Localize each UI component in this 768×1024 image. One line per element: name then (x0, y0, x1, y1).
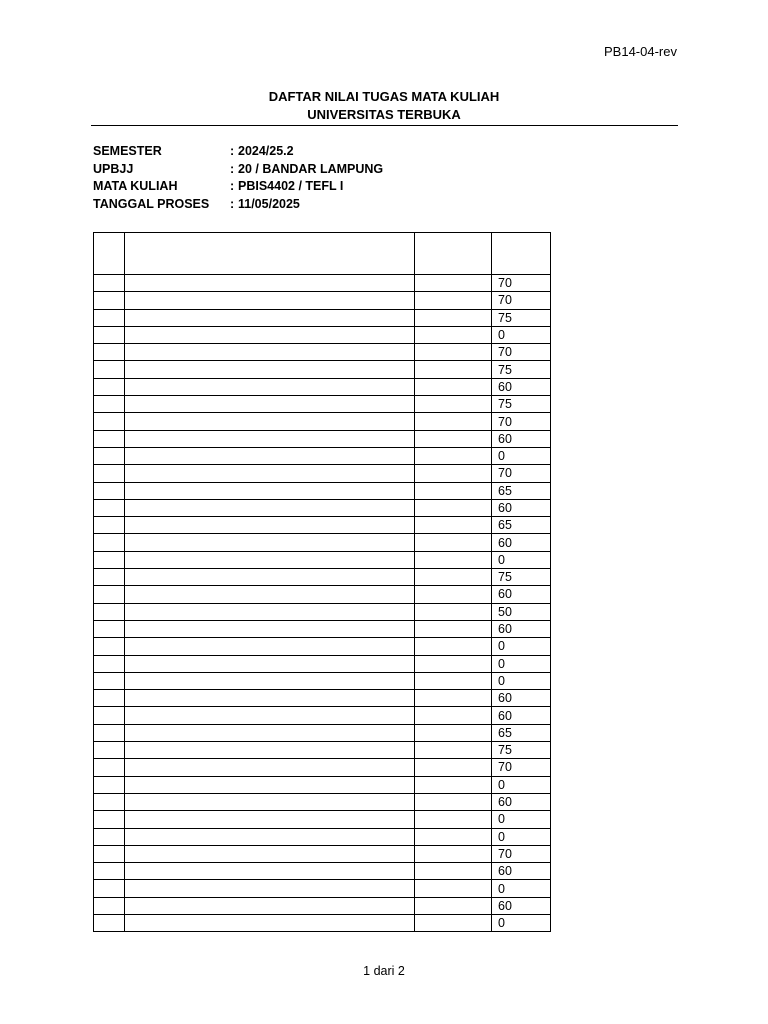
info-label: MATA KULIAH (93, 179, 178, 194)
student-name-cell (125, 759, 415, 776)
row-number-cell (94, 845, 125, 862)
student-name-cell (125, 499, 415, 516)
row-number-cell (94, 586, 125, 603)
student-name-cell (125, 344, 415, 361)
student-id-cell (415, 499, 492, 516)
grade-cell: 60 (492, 586, 551, 603)
info-colon: : (230, 161, 235, 176)
row-number-cell (94, 672, 125, 689)
header-cell-nim (415, 233, 492, 275)
table-row (94, 534, 551, 551)
title-line-1: DAFTAR NILAI TUGAS MATA KULIAH (268, 89, 500, 104)
student-name-cell (125, 776, 415, 793)
row-number-cell (94, 897, 125, 914)
info-row-upbjj (93, 161, 383, 179)
table-row (94, 378, 551, 395)
info-value: 20 / BANDAR LAMPUNG (238, 161, 384, 176)
grade-cell: 70 (492, 759, 551, 776)
student-name-cell (125, 275, 415, 292)
info-colon: : (230, 144, 235, 158)
table-row (94, 344, 551, 361)
table-row (94, 326, 551, 343)
grade-cell: 60 (492, 793, 551, 810)
student-id-cell (415, 690, 492, 707)
row-number-cell (94, 811, 125, 828)
student-name-cell (125, 707, 415, 724)
table-row (94, 863, 551, 880)
grades-table-body (94, 233, 551, 932)
grade-cell: 60 (492, 690, 551, 707)
student-id-cell (415, 638, 492, 655)
table-row (94, 672, 551, 689)
row-number-cell (94, 620, 125, 637)
table-row (94, 396, 551, 413)
document-title (0, 88, 768, 124)
grade-cell: 60 (492, 897, 551, 914)
student-id-cell (415, 586, 492, 603)
student-id-cell (415, 742, 492, 759)
row-number-cell (94, 828, 125, 845)
course-info (93, 143, 383, 214)
table-row (94, 482, 551, 499)
page-number: 1 dari 2 (363, 964, 405, 978)
header-cell-no (94, 233, 125, 275)
student-id-cell (415, 914, 492, 931)
row-number-cell (94, 551, 125, 568)
row-number-cell (94, 430, 125, 447)
student-id-cell (415, 275, 492, 292)
row-number-cell (94, 880, 125, 897)
student-name-cell (125, 465, 415, 482)
grade-cell: 75 (492, 309, 551, 326)
grade-cell: 0 (492, 672, 551, 689)
header-cell-grade (492, 233, 551, 275)
student-name-cell (125, 638, 415, 655)
student-id-cell (415, 776, 492, 793)
student-name-cell (125, 880, 415, 897)
student-id-cell (415, 361, 492, 378)
student-name-cell (125, 551, 415, 568)
grade-cell: 75 (492, 396, 551, 413)
student-name-cell (125, 534, 415, 551)
student-id-cell (415, 344, 492, 361)
grade-cell: 0 (492, 811, 551, 828)
grade-cell: 60 (492, 863, 551, 880)
row-number-cell (94, 275, 125, 292)
student-name-cell (125, 845, 415, 862)
table-row (94, 447, 551, 464)
student-id-cell (415, 620, 492, 637)
table-row (94, 742, 551, 759)
student-name-cell (125, 690, 415, 707)
table-row (94, 897, 551, 914)
student-id-cell (415, 482, 492, 499)
row-number-cell (94, 361, 125, 378)
table-row (94, 880, 551, 897)
student-name-cell (125, 828, 415, 845)
student-id-cell (415, 845, 492, 862)
student-name-cell (125, 413, 415, 430)
student-name-cell (125, 586, 415, 603)
grade-cell: 0 (492, 447, 551, 464)
table-row (94, 499, 551, 516)
student-name-cell (125, 914, 415, 931)
grade-cell: 60 (492, 430, 551, 447)
student-id-cell (415, 724, 492, 741)
row-number-cell (94, 603, 125, 620)
table-row (94, 724, 551, 741)
student-name-cell (125, 672, 415, 689)
info-colon: : (230, 197, 235, 212)
student-name-cell (125, 620, 415, 637)
info-label: UPBJJ (93, 161, 134, 176)
table-row (94, 638, 551, 655)
student-id-cell (415, 447, 492, 464)
student-id-cell (415, 897, 492, 914)
student-id-cell (415, 759, 492, 776)
header-cell-name (125, 233, 415, 275)
student-id-cell (415, 465, 492, 482)
grade-cell: 65 (492, 482, 551, 499)
student-id-cell (415, 309, 492, 326)
student-id-cell (415, 793, 492, 810)
student-id-cell (415, 534, 492, 551)
info-value: PBIS4402 / TEFL I (238, 179, 344, 194)
table-header-row (94, 233, 551, 275)
student-name-cell (125, 569, 415, 586)
student-id-cell (415, 413, 492, 430)
row-number-cell (94, 863, 125, 880)
info-label: TANGGAL PROSES (93, 197, 210, 212)
grade-cell: 0 (492, 638, 551, 655)
row-number-cell (94, 465, 125, 482)
student-name-cell (125, 897, 415, 914)
student-id-cell (415, 551, 492, 568)
info-row-semester (93, 143, 383, 161)
document-code: PB14-04-rev (604, 44, 677, 59)
student-name-cell (125, 811, 415, 828)
student-id-cell (415, 672, 492, 689)
grade-cell: 0 (492, 914, 551, 931)
row-number-cell (94, 499, 125, 516)
table-row (94, 776, 551, 793)
row-number-cell (94, 759, 125, 776)
row-number-cell (94, 396, 125, 413)
grade-cell: 0 (492, 776, 551, 793)
student-id-cell (415, 378, 492, 395)
student-name-cell (125, 292, 415, 309)
student-name-cell (125, 447, 415, 464)
student-id-cell (415, 707, 492, 724)
grade-cell: 0 (492, 655, 551, 672)
grade-cell: 0 (492, 326, 551, 343)
student-name-cell (125, 482, 415, 499)
row-number-cell (94, 690, 125, 707)
info-row-tanggal-proses (93, 196, 383, 214)
student-name-cell (125, 430, 415, 447)
grade-cell: 60 (492, 534, 551, 551)
student-id-cell (415, 396, 492, 413)
row-number-cell (94, 447, 125, 464)
info-row-mata-kuliah (93, 178, 383, 196)
grade-cell: 70 (492, 465, 551, 482)
row-number-cell (94, 292, 125, 309)
grade-cell: 70 (492, 344, 551, 361)
grade-cell: 75 (492, 742, 551, 759)
row-number-cell (94, 638, 125, 655)
info-label: SEMESTER (93, 144, 162, 158)
grade-cell: 0 (492, 828, 551, 845)
student-name-cell (125, 309, 415, 326)
table-row (94, 309, 551, 326)
student-id-cell (415, 517, 492, 534)
table-row (94, 914, 551, 931)
student-id-cell (415, 811, 492, 828)
student-name-cell (125, 378, 415, 395)
row-number-cell (94, 378, 125, 395)
row-number-cell (94, 344, 125, 361)
table-row (94, 413, 551, 430)
student-id-cell (415, 880, 492, 897)
grade-cell: 0 (492, 551, 551, 568)
grade-cell: 75 (492, 361, 551, 378)
grade-cell: 60 (492, 707, 551, 724)
grades-table (93, 232, 551, 932)
grade-cell: 60 (492, 620, 551, 637)
table-row (94, 292, 551, 309)
title-divider (91, 125, 678, 126)
table-row (94, 603, 551, 620)
table-row (94, 620, 551, 637)
row-number-cell (94, 707, 125, 724)
table-row (94, 551, 551, 568)
table-row (94, 361, 551, 378)
grade-cell: 0 (492, 880, 551, 897)
table-row (94, 655, 551, 672)
student-id-cell (415, 292, 492, 309)
student-id-cell (415, 863, 492, 880)
grade-cell: 50 (492, 603, 551, 620)
student-name-cell (125, 326, 415, 343)
table-row (94, 465, 551, 482)
row-number-cell (94, 326, 125, 343)
student-id-cell (415, 569, 492, 586)
row-number-cell (94, 776, 125, 793)
row-number-cell (94, 534, 125, 551)
student-name-cell (125, 724, 415, 741)
table-row (94, 517, 551, 534)
student-id-cell (415, 828, 492, 845)
table-row (94, 275, 551, 292)
table-row (94, 690, 551, 707)
table-row (94, 811, 551, 828)
student-id-cell (415, 603, 492, 620)
grade-cell: 70 (492, 845, 551, 862)
info-colon: : (230, 179, 235, 194)
grade-cell: 70 (492, 413, 551, 430)
row-number-cell (94, 413, 125, 430)
grade-cell: 70 (492, 275, 551, 292)
row-number-cell (94, 655, 125, 672)
table-row (94, 759, 551, 776)
student-name-cell (125, 361, 415, 378)
table-row (94, 793, 551, 810)
row-number-cell (94, 482, 125, 499)
grade-cell: 65 (492, 724, 551, 741)
row-number-cell (94, 793, 125, 810)
student-name-cell (125, 603, 415, 620)
table-row (94, 430, 551, 447)
grade-cell: 65 (492, 517, 551, 534)
student-name-cell (125, 863, 415, 880)
table-row (94, 828, 551, 845)
table-row (94, 845, 551, 862)
info-value: 11/05/2025 (238, 197, 300, 212)
grade-cell: 70 (492, 292, 551, 309)
table-row (94, 569, 551, 586)
student-name-cell (125, 655, 415, 672)
title-line-2: UNIVERSITAS TERBUKA (307, 107, 461, 122)
student-name-cell (125, 793, 415, 810)
info-value: 2024/25.2 (238, 144, 294, 158)
row-number-cell (94, 569, 125, 586)
grade-cell: 75 (492, 569, 551, 586)
student-name-cell (125, 742, 415, 759)
row-number-cell (94, 724, 125, 741)
student-name-cell (125, 396, 415, 413)
row-number-cell (94, 309, 125, 326)
student-id-cell (415, 430, 492, 447)
table-row (94, 707, 551, 724)
student-id-cell (415, 326, 492, 343)
grade-cell: 60 (492, 499, 551, 516)
row-number-cell (94, 517, 125, 534)
row-number-cell (94, 914, 125, 931)
student-id-cell (415, 655, 492, 672)
row-number-cell (94, 742, 125, 759)
table-row (94, 586, 551, 603)
student-name-cell (125, 517, 415, 534)
grade-cell: 60 (492, 378, 551, 395)
